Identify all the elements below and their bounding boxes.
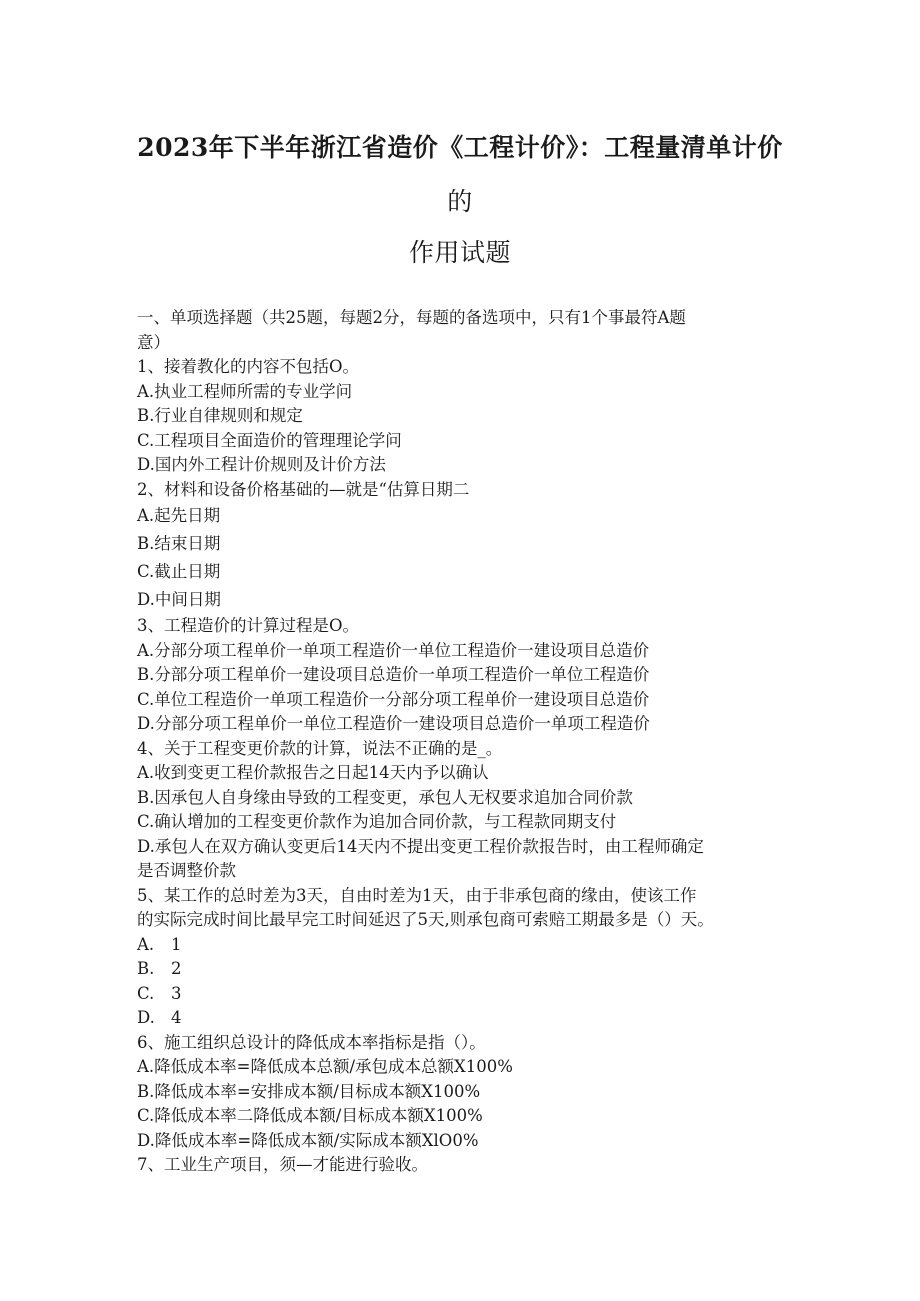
section-heading-line1: 一、单项选择题（共25题，每题2分，每题的备选项中，只有1个事最符A题 [137, 308, 686, 327]
question-2 [137, 478, 797, 615]
option-d: D.中间日期 [137, 590, 221, 609]
document-title-line3: 作用试题 [408, 238, 511, 267]
option-value: 4 [171, 1008, 182, 1027]
option-b [137, 957, 797, 982]
option-a [137, 933, 797, 958]
question-4 [137, 737, 797, 884]
option-b: B.行业自律规则和规定 [137, 406, 303, 425]
option-d: D.承包人在双方确认变更后14天内不提出变更工程价款报告时，由工程师确定 [137, 836, 704, 856]
document-title-line1: 2023年下半年浙江省造价《工程计价》：工程量清单计价 [137, 133, 783, 162]
option-b: B.因承包人自身缘由导致的工程变更，承包人无权要求追加合同价款 [137, 787, 633, 807]
option-value: 1 [171, 934, 182, 954]
option-letter: B. [137, 959, 155, 978]
section-heading-line2: 意） [137, 332, 170, 352]
question-stem: 1、接着教化的内容不包括O。 [137, 357, 360, 376]
option-a: A.分部分项工程单价一单项工程造价一单位工程造价一建设项目总造价 [137, 640, 650, 660]
option-letter: A. [137, 934, 155, 954]
question-stem: 3、工程造价的计算过程是O。 [137, 616, 360, 635]
option-d: D.降低成本率=降低成本额/实际成本额XlO0% [137, 1130, 479, 1150]
option-a: A.执业工程师所需的专业学问 [137, 381, 353, 401]
document-body [137, 306, 797, 1178]
option-d [137, 1006, 797, 1031]
question-stem: 4、关于工程变更价款的计算，说法不正确的是_。 [137, 738, 503, 758]
option-d: D.国内外工程计价规则及计价方法 [137, 455, 386, 474]
option-a: A.起先日期 [137, 506, 221, 525]
question-stem: 5、某工作的总时差为3天，自由时差为1天，由于非承包商的缘由，使该工作 [137, 885, 697, 905]
option-a: A.收到变更工程价款报告之日起14天内予以确认 [137, 763, 489, 782]
question-3 [137, 614, 797, 737]
option-d-continuation: 是否调整价款 [137, 861, 236, 880]
question-stem: 2、材料和设备价格基础的—就是“估算日期二 [137, 479, 470, 499]
question-5 [137, 884, 797, 1031]
option-a: A.降低成本率=降低成本总额/承包成本总额X100% [137, 1057, 513, 1076]
option-letter: C. [137, 983, 155, 1003]
option-c [137, 982, 797, 1007]
option-d: D.分部分项工程单价一单位工程造价一建设项目总造价一单项工程造价 [137, 714, 650, 733]
option-c: C.确认增加的工程变更价款作为追加合同价款，与工程款同期支付 [137, 812, 617, 831]
question-1 [137, 355, 797, 478]
question-6 [137, 1031, 797, 1154]
option-value: 3 [171, 983, 182, 1003]
option-letter: D. [137, 1008, 155, 1027]
question-7 [137, 1153, 797, 1178]
question-stem-continuation: 的实际完成时间比最早完工时间延迟了5天,则承包商可索赔工期最多是（）天。 [137, 910, 714, 929]
question-stem: 7、工业生产项目，须—才能进行验收。 [137, 1155, 428, 1174]
document-title-line2: 的 [447, 187, 473, 216]
option-c: C.降低成本率二降低成本额/目标成本额X100% [137, 1106, 483, 1125]
option-b: B.降低成本率=安排成本额/目标成本额X100% [137, 1081, 481, 1101]
option-c: C.截止日期 [137, 562, 221, 581]
question-stem: 6、施工组织总设计的降低成本率指标是指（）。 [137, 1032, 486, 1052]
option-value: 2 [171, 959, 182, 978]
option-b: B.结束日期 [137, 534, 221, 553]
option-c: C.单位工程造价一单项工程造价一分部分项工程单价一建设项目总造价 [137, 689, 650, 709]
option-b: B.分部分项工程单价一建设项目总造价一单项工程造价一单位工程造价 [137, 665, 650, 684]
option-c: C.工程项目全面造价的管理理论学问 [137, 430, 402, 450]
